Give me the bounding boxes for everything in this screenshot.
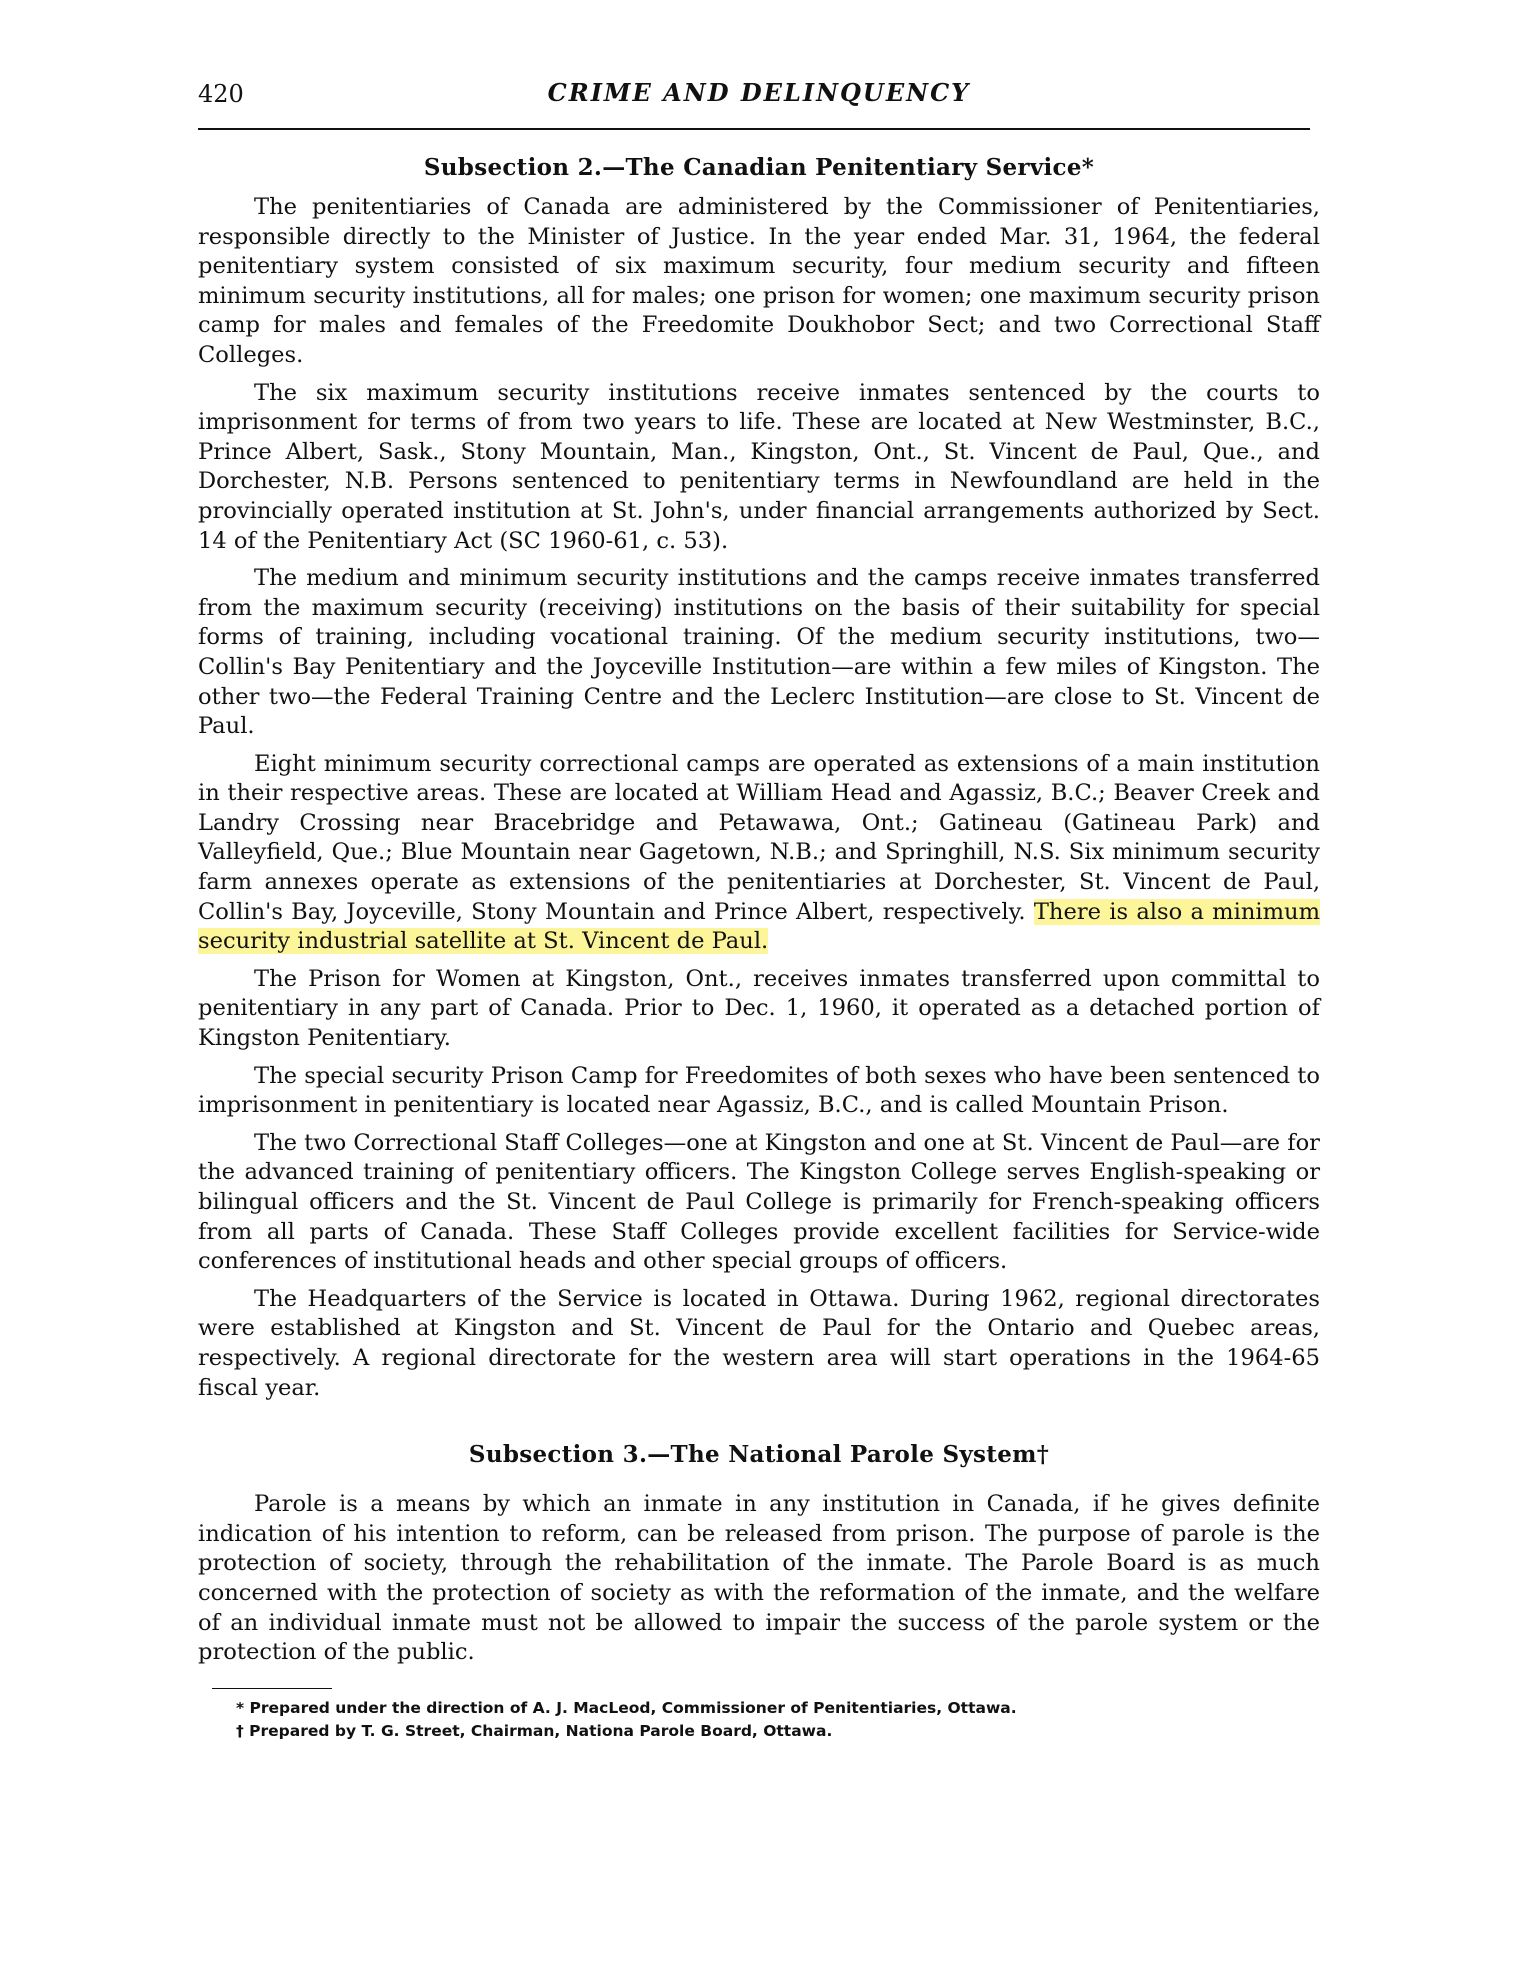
header-rule (198, 128, 1310, 130)
paragraph: Parole is a means by which an inmate in any institution in Canada, if he gives definite indication of his intention to reform, can be released from prison. The purpose of parole is the protection of society, through the rehabilitation of the inmate. The Parole Board is as much concerned with the protection of society as with the reformation of the inmate, and the welfare of an individual inmate must not be allowed to impair the success of the parole system or the protection of the public. (198, 1491, 1320, 1666)
paragraph: The six maximum security institutions receive inmates sentenced by the courts to imprisonment for terms of from two years to life. These are located at New Westminster, B.C., Prince Albert, Sask., Stony Mountain, Man., Kingston, Ont., St. Vincent de Paul, Que., and Dorchester, N.B. Persons sentenced to penitentiary terms in Newfoundland are held in the provincially operated institution at St. John's, under financial arrangements authorized by Sect. 14 of the Penitentiary Act (SC 1960-61, c. 53). (198, 379, 1320, 554)
subsection-3-heading: Subsection 3.—The National Parole System† (468, 1441, 1050, 1469)
paragraph: The medium and minimum security institutions and the camps receive inmates transferred from the maximum security (receiving) institutions on the basis of their suitability for special forms of training, including vocational training. Of the medium security institutions, two—Collin's Bay Penitentiary and the Joyceville Institution—are within a few miles of Kingston. The other two—the Federal Training Centre and the Leclerc Institution—are close to St. Vincent de Paul. (198, 565, 1320, 740)
paragraph: The penitentiaries of Canada are administered by the Commissioner of Penitentiaries, responsible directly to the Minister of Justice. In the year ended Mar. 31, 1964, the federal penitentiary system consisted of six maximum security, four medium security and fifteen minimum security institutions, all for males; one prison for women; one maximum security prison camp for males and females of the Freedomite Doukhobor Sect; and two Correctional Staff Colleges. (198, 194, 1320, 368)
paragraph: The two Correctional Staff Colleges—one at Kingston and one at St. Vincent de Paul—are for the advanced training of penitentiary officers. The Kingston College serves English-speaking or bilingual officers and the St. Vincent de Paul College is primarily for French-speaking officers from all parts of Canada. These Staff Colleges provide excellent facilities for Service-wide conferences of institutional heads and other special groups of officers. (198, 1129, 1320, 1275)
paragraph: The Prison for Women at Kingston, Ont., receives inmates transferred upon committal to penitentiary in any part of Canada. Prior to Dec. 1, 1960, it operated as a detached portion of Kingston Penitentiary. (198, 965, 1320, 1052)
paragraph: The special security Prison Camp for Freedomites of both sexes who have been sentenced to imprisonment in penitentiary is located near Agassiz, B.C., and is called Mountain Prison. (198, 1062, 1320, 1119)
paragraph: The Headquarters of the Service is located in Ottawa. During 1962, regional directorates were established at Kingston and St. Vincent de Paul for the Ontario and Quebec areas, respectively. A regional directorate for the western area will start operations in the 1964-65 fiscal year. (198, 1285, 1320, 1401)
footnote-rule (212, 1688, 332, 1689)
subsection-2-heading: Subsection 2.—The Canadian Penitentiary Service* (423, 154, 1095, 181)
footnote: * Prepared under the direction of A. J. MacLeod, Commissioner of Penitentiaries, Ottawa. (236, 1698, 1017, 1717)
document-page (198, 76, 1320, 1743)
running-head (198, 76, 1320, 114)
page-number: 420 (198, 80, 244, 108)
highlighted-sentence: There is also a minimum security industrial satellite at St. Vincent de Paul. (198, 898, 1321, 955)
journal-title: CRIME AND DELINQUENCY (547, 78, 971, 107)
footnote: † Prepared by T. G. Street, Chairman, Nationa Parole Board, Ottawa. (236, 1721, 833, 1740)
paragraph-camps (198, 750, 1320, 957)
paragraph-text: Eight minimum security correctional camps are operated as extensions of a main institution in their respective areas. These are located at William Head and Agassiz, B.C.; Beaver Creek and Landry Crossing near Bracebridge and Petawawa, Ont.; Gatineau (Gatineau Park) and Valleyfield, Que.; Blue Mountain near Gagetown, N.B.; and Springhill, N.S. Six minimum security farm annexes operate as extensions of the penitentiaries at Dorchester, St. Vincent de Paul, Collin's Bay, Joyceville, Stony Mountain and Prince Albert, respectively. (198, 750, 1320, 925)
